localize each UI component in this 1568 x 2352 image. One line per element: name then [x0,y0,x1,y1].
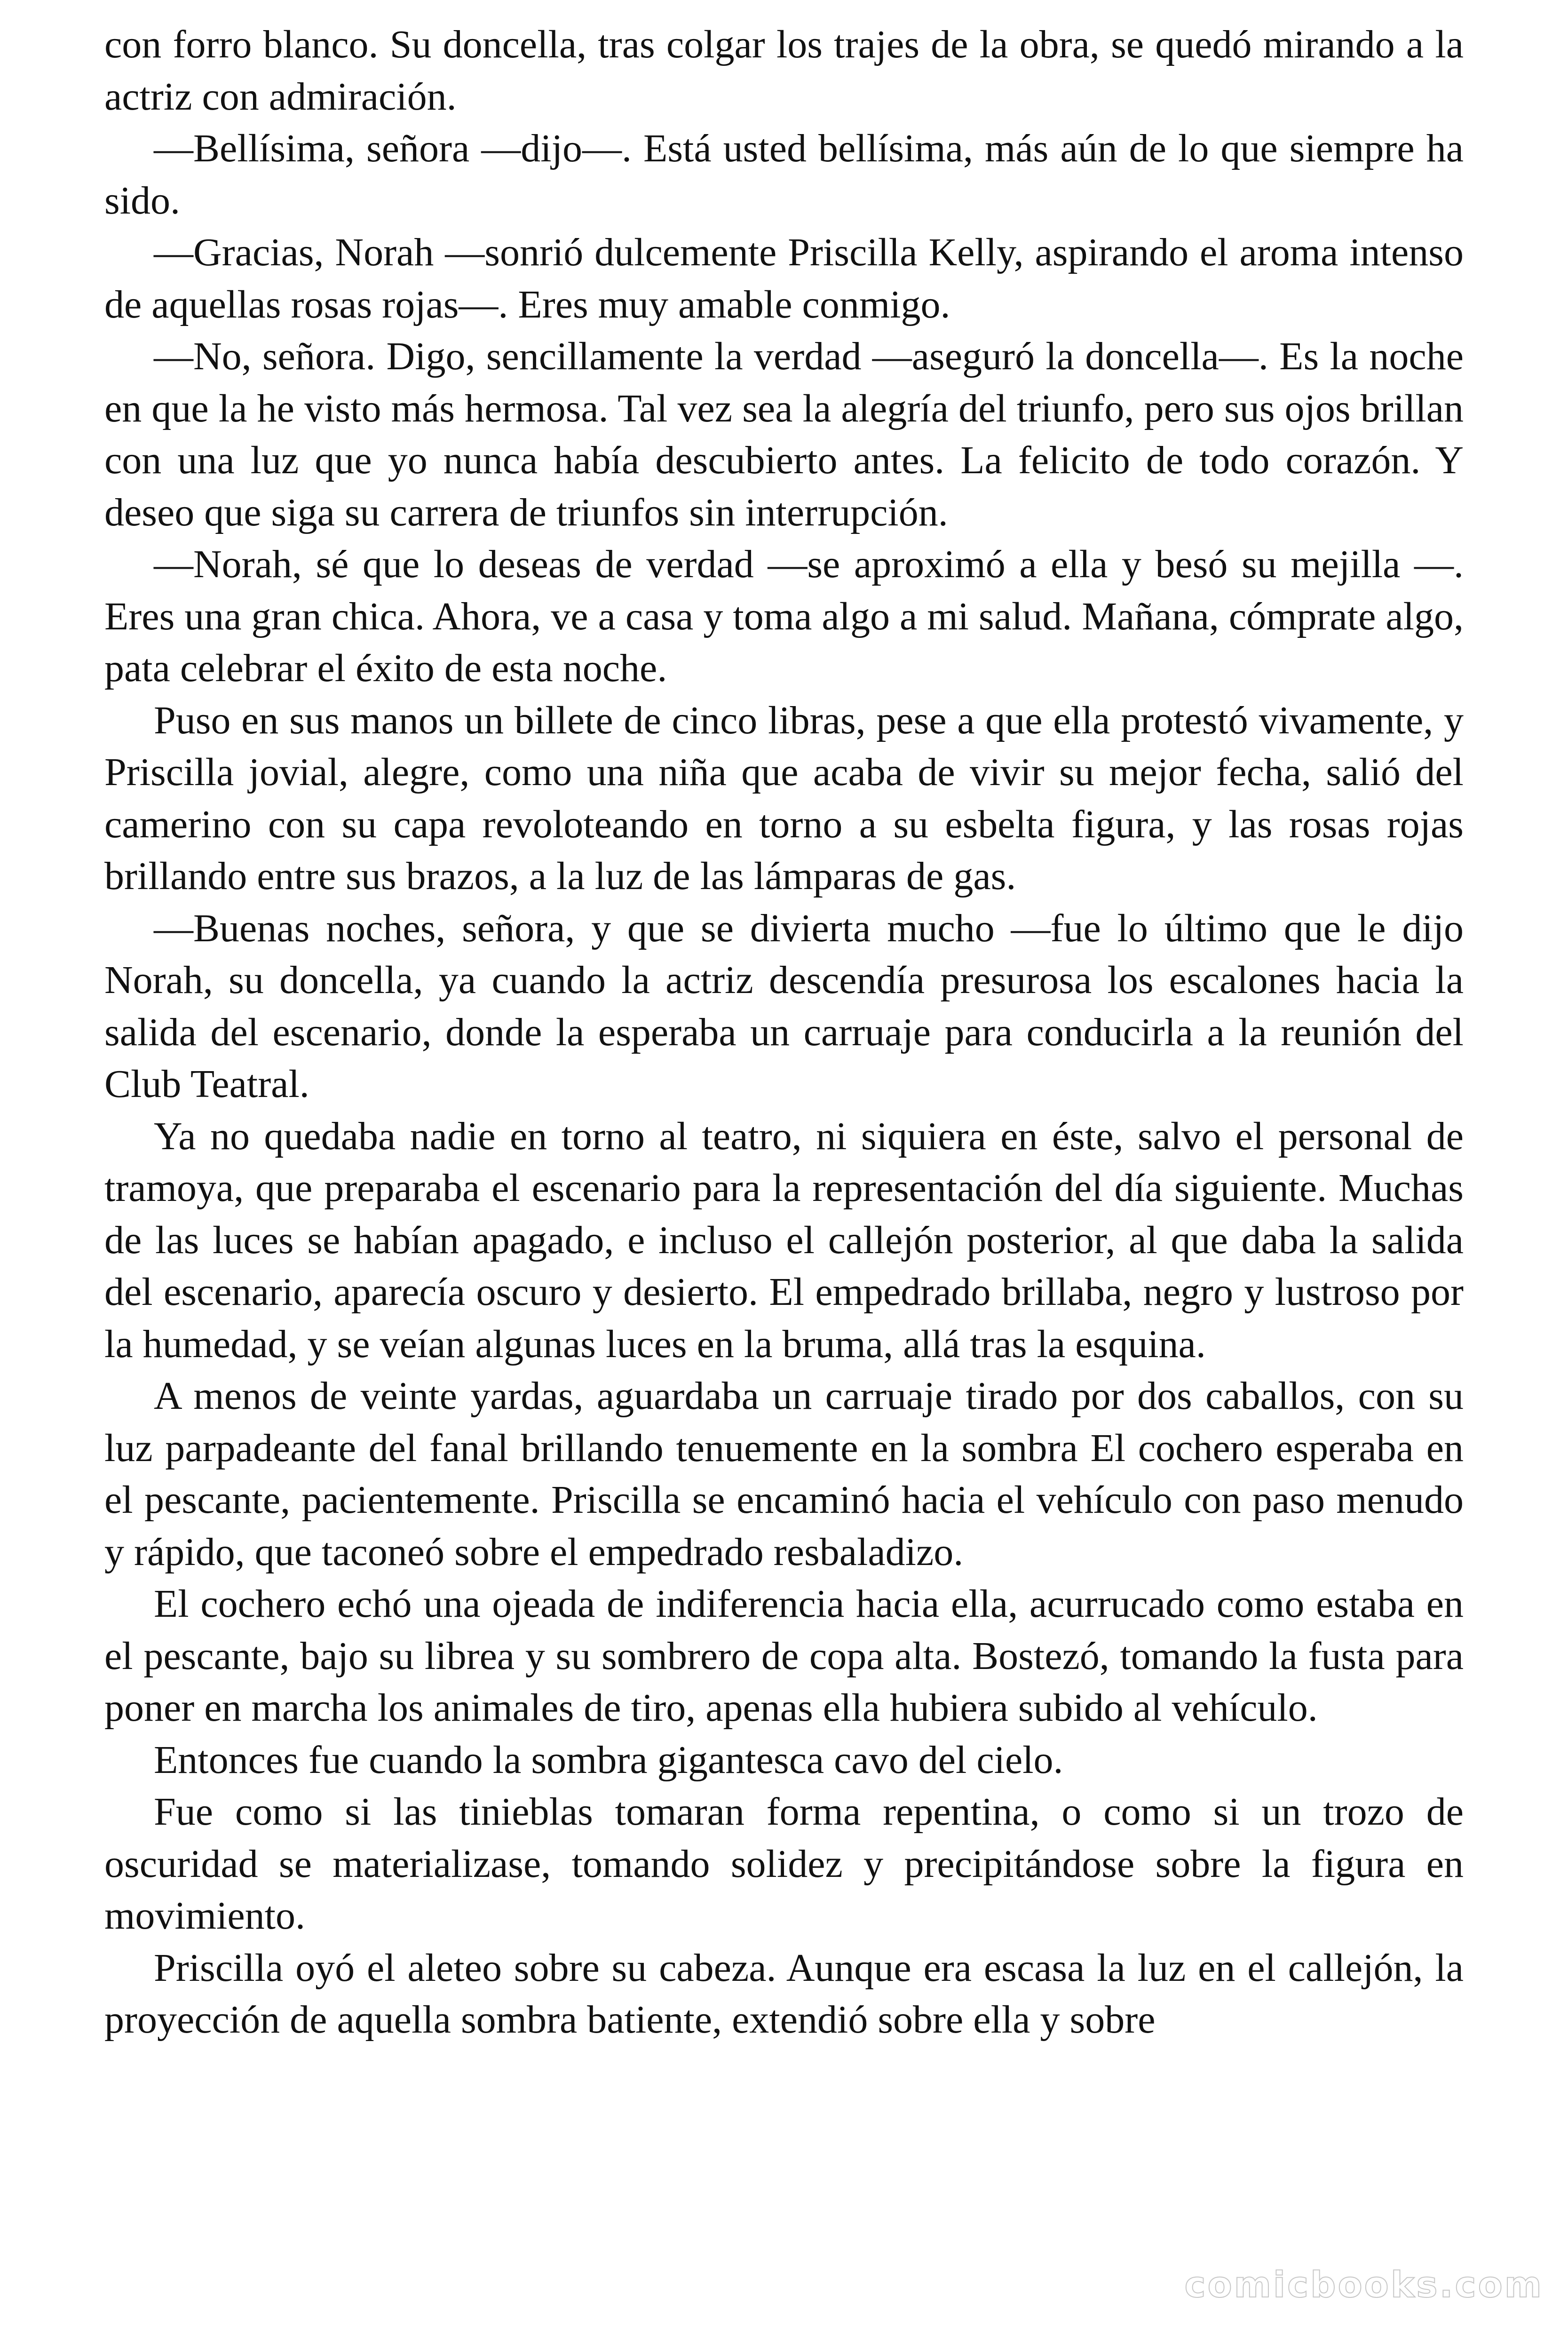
paragraph-6: Puso en sus manos un billete de cinco libras, pese a que ella protestó vivamente, y Priscilla jovial, alegre, como una niña que acaba de vivir su mejor fecha, salió del camerino con su capa revoloteando en torno a su esbelta figura, y las rosas rojas brillando entre sus brazos, a la luz de las lámparas de gas. [104,698,1464,898]
page-text [104,19,1464,2046]
paragraph-5: —Norah, sé que lo deseas de verdad —se aproximó a ella y besó su mejilla —. Eres una gran chica. Ahora, ve a casa y toma algo a mi salud. Mañana, cómprate algo, pata celebrar el éxito de esta noche. [104,542,1464,690]
paragraph-8: Ya no quedaba nadie en torno al teatro, ni siquiera en éste, salvo el personal de tramoya, que preparaba el escenario para la representación del día siguiente. Muchas de las luces se habían apagado, e incluso el callejón posterior, al que daba la salida del escenario, aparecía oscuro y desierto. El empedrado brillaba, negro y lustroso por la humedad, y se veían algunas luces en la bruma, allá tras la esquina. [104,1114,1464,1366]
paragraph-3: —Gracias, Norah —sonrió dulcemente Priscilla Kelly, aspirando el aroma intenso de aquellas rosas rojas—. Eres muy amable conmigo. [104,230,1464,326]
paragraph-1: con forro blanco. Su doncella, tras colgar los trajes de la obra, se quedó mirando a la actriz con admiración. [104,23,1464,119]
paragraph-13: Priscilla oyó el aleteo sobre su cabeza. Aunque era escasa la luz en el callejón, la proyección de aquella sombra batiente, extendió sobre ella y sobre [104,1946,1464,2042]
paragraph-2: —Bellísima, señora —dijo—. Está usted bellísima, más aún de lo que siempre ha sido. [104,127,1464,222]
paragraph-11: Entonces fue cuando la sombra gigantesca cavo del cielo. [154,1738,1063,1782]
paragraph-10: El cochero echó una ojeada de indiferencia hacia ella, acurrucado como estaba en el pescante, bajo su librea y su sombrero de copa alta. Bostezó, tomando la fusta para poner en marcha los animales de tiro, apenas ella hubiera subido al vehículo. [104,1582,1464,1730]
paragraph-9: A menos de veinte yardas, aguardaba un carruaje tirado por dos caballos, con su luz parpadeante del fanal brillando tenuemente en la sombra El cochero esperaba en el pescante, pacientemente. Priscilla se encaminó hacia el vehículo con paso menudo y rápido, que taconeó sobre el empedrado resbaladizo. [104,1374,1464,1574]
paragraph-7: —Buenas noches, señora, y que se divierta mucho —fue lo último que le dijo Norah, su doncella, ya cuando la actriz descendía presurosa los escalones hacia la salida del escenario, donde la esperaba un carruaje para conducirla a la reunión del Club Teatral. [104,906,1464,1106]
paragraph-4: —No, señora. Digo, sencillamente la verdad —aseguró la doncella—. Es la noche en que la he visto más hermosa. Tal vez sea la alegría del triunfo, pero sus ojos brillan con una luz que yo nunca había descubierto antes. La felicito de todo corazón. Y deseo que siga su carrera de triunfos sin interrupción. [104,334,1464,534]
paragraph-12: Fue como si las tinieblas tomaran forma repentina, o como si un trozo de oscuridad se materializase, tomando solidez y precipitándose sobre la figura en movimiento. [104,1790,1464,1938]
watermark-logo: comicbooks.com [1184,2264,1544,2305]
